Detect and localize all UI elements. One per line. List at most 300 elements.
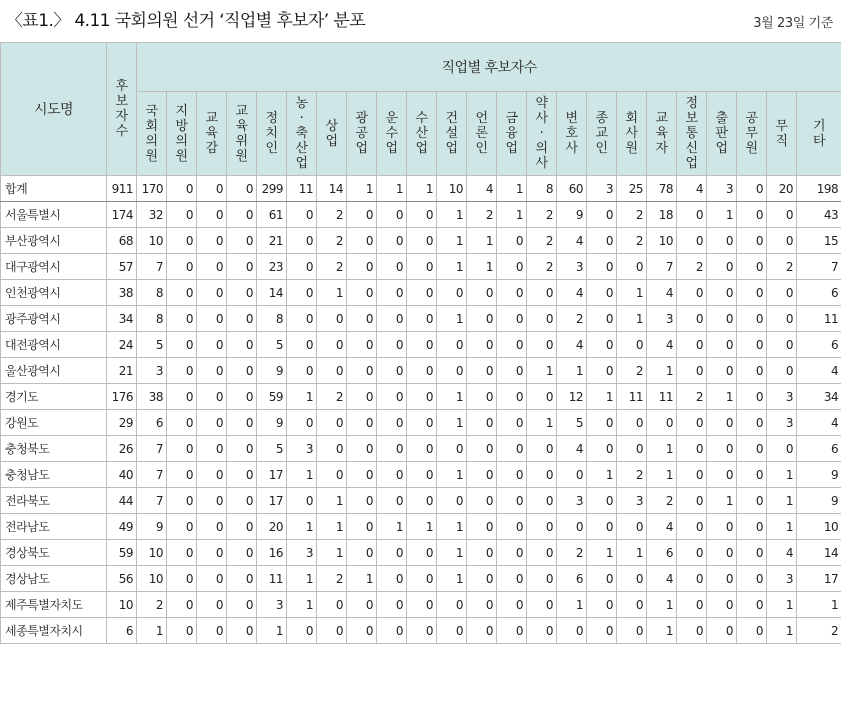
count-cell: 0 — [317, 436, 347, 462]
count-cell: 0 — [467, 488, 497, 514]
count-cell: 1 — [617, 306, 647, 332]
occupation-header — [167, 92, 197, 176]
count-cell: 32 — [137, 202, 167, 228]
count-cell: 1 — [377, 514, 407, 540]
count-cell: 5 — [557, 410, 587, 436]
count-cell: 0 — [197, 488, 227, 514]
count-cell: 0 — [497, 540, 527, 566]
count-cell: 0 — [197, 228, 227, 254]
count-cell: 2 — [317, 228, 347, 254]
count-cell: 0 — [407, 566, 437, 592]
count-cell: 0 — [767, 436, 797, 462]
count-cell: 0 — [167, 306, 197, 332]
count-cell: 0 — [677, 332, 707, 358]
count-cell: 1 — [347, 566, 377, 592]
count-cell: 0 — [407, 592, 437, 618]
region-name: 광주광역시 — [1, 306, 107, 332]
count-cell: 1 — [317, 488, 347, 514]
candidate-total-cell: 26 — [107, 436, 137, 462]
count-cell: 9 — [257, 410, 287, 436]
count-cell: 6 — [557, 566, 587, 592]
count-cell: 60 — [557, 176, 587, 202]
count-cell: 0 — [497, 280, 527, 306]
count-cell: 1 — [437, 540, 467, 566]
count-cell: 0 — [737, 514, 767, 540]
candidates-by-occupation-table — [0, 42, 841, 644]
region-name: 부산광역시 — [1, 228, 107, 254]
count-cell: 0 — [287, 202, 317, 228]
count-cell: 0 — [347, 280, 377, 306]
occupation-header — [647, 92, 677, 176]
count-cell: 0 — [227, 280, 257, 306]
candidate-total-cell: 174 — [107, 202, 137, 228]
candidates-table-container — [0, 42, 841, 644]
candidate-total-cell: 29 — [107, 410, 137, 436]
count-cell: 0 — [767, 202, 797, 228]
count-cell: 0 — [197, 462, 227, 488]
count-cell: 23 — [257, 254, 287, 280]
count-cell: 0 — [467, 592, 497, 618]
count-cell: 0 — [227, 384, 257, 410]
count-cell: 1 — [287, 592, 317, 618]
occupation-label: 상업 — [325, 118, 338, 149]
count-cell: 2 — [527, 254, 557, 280]
total-row — [1, 176, 841, 202]
count-cell: 38 — [137, 384, 167, 410]
count-cell: 0 — [287, 410, 317, 436]
occupation-label: 언론인 — [475, 111, 488, 156]
table-row — [1, 202, 841, 228]
count-cell: 1 — [707, 202, 737, 228]
count-cell: 0 — [707, 436, 737, 462]
count-cell: 1 — [647, 358, 677, 384]
count-cell: 0 — [347, 462, 377, 488]
occupation-header — [707, 92, 737, 176]
table-caption: 〈표1.〉 4.11 국회의원 선거 ‘직업별 후보자’ 분포 — [6, 11, 366, 31]
count-cell: 0 — [707, 306, 737, 332]
count-cell: 0 — [497, 488, 527, 514]
count-cell: 0 — [407, 254, 437, 280]
count-cell: 0 — [587, 306, 617, 332]
count-cell: 0 — [527, 436, 557, 462]
count-cell: 17 — [257, 462, 287, 488]
count-cell: 3 — [137, 358, 167, 384]
count-cell: 0 — [377, 462, 407, 488]
table-row — [1, 566, 841, 592]
count-cell: 0 — [617, 436, 647, 462]
count-cell: 1 — [287, 384, 317, 410]
region-name: 경상북도 — [1, 540, 107, 566]
count-cell: 0 — [287, 254, 317, 280]
count-cell: 0 — [527, 280, 557, 306]
count-cell: 0 — [617, 514, 647, 540]
count-cell: 5 — [137, 332, 167, 358]
occupation-label: 광공업 — [355, 111, 368, 156]
count-cell: 0 — [347, 410, 377, 436]
count-cell: 43 — [797, 202, 841, 228]
region-name: 합계 — [1, 176, 107, 202]
count-cell: 1 — [647, 462, 677, 488]
occupation-label: 종교인 — [595, 111, 608, 156]
count-cell: 1 — [707, 384, 737, 410]
count-cell: 1 — [407, 176, 437, 202]
count-cell: 0 — [587, 566, 617, 592]
table-row — [1, 592, 841, 618]
count-cell: 0 — [227, 436, 257, 462]
count-cell: 0 — [377, 306, 407, 332]
count-cell: 0 — [167, 566, 197, 592]
count-cell: 2 — [617, 462, 647, 488]
count-cell: 0 — [617, 410, 647, 436]
count-cell: 0 — [467, 384, 497, 410]
count-cell: 4 — [467, 176, 497, 202]
occupation-label: 출판업 — [715, 111, 728, 156]
count-cell: 2 — [527, 228, 557, 254]
count-cell: 12 — [557, 384, 587, 410]
count-cell: 4 — [557, 436, 587, 462]
count-cell: 0 — [347, 592, 377, 618]
count-cell: 0 — [527, 540, 557, 566]
count-cell: 0 — [167, 254, 197, 280]
candidate-total-cell: 68 — [107, 228, 137, 254]
count-cell: 0 — [617, 618, 647, 644]
occupation-label: 무직 — [775, 118, 788, 149]
count-cell: 0 — [677, 280, 707, 306]
count-cell: 0 — [377, 358, 407, 384]
occupation-header — [497, 92, 527, 176]
occupation-label: 지방의원 — [175, 103, 188, 164]
count-cell: 2 — [797, 618, 841, 644]
count-cell: 0 — [677, 462, 707, 488]
occupation-header — [347, 92, 377, 176]
region-name: 인천광역시 — [1, 280, 107, 306]
occupation-header — [737, 92, 767, 176]
count-cell: 1 — [347, 176, 377, 202]
occupation-label: 기타 — [813, 118, 826, 149]
count-cell: 0 — [467, 306, 497, 332]
count-cell: 2 — [677, 254, 707, 280]
count-cell: 16 — [257, 540, 287, 566]
count-cell: 0 — [767, 358, 797, 384]
count-cell: 0 — [767, 280, 797, 306]
count-cell: 1 — [437, 228, 467, 254]
count-cell: 0 — [287, 228, 317, 254]
count-cell: 1 — [287, 514, 317, 540]
candidate-total-cell: 10 — [107, 592, 137, 618]
count-cell: 0 — [737, 358, 767, 384]
count-cell: 7 — [137, 488, 167, 514]
count-cell: 0 — [167, 410, 197, 436]
count-cell: 0 — [167, 592, 197, 618]
count-cell: 0 — [287, 358, 317, 384]
count-cell: 1 — [647, 618, 677, 644]
count-cell: 0 — [227, 202, 257, 228]
count-cell: 0 — [287, 618, 317, 644]
count-cell: 1 — [437, 462, 467, 488]
count-cell: 299 — [257, 176, 287, 202]
count-cell: 0 — [437, 332, 467, 358]
count-cell: 0 — [377, 410, 407, 436]
count-cell: 0 — [227, 228, 257, 254]
count-cell: 1 — [527, 358, 557, 384]
count-cell: 0 — [467, 462, 497, 488]
count-cell: 0 — [317, 618, 347, 644]
count-cell: 0 — [407, 384, 437, 410]
count-cell: 0 — [587, 332, 617, 358]
count-cell: 0 — [737, 462, 767, 488]
count-cell: 0 — [227, 540, 257, 566]
count-cell: 1 — [617, 280, 647, 306]
count-cell: 0 — [227, 514, 257, 540]
count-cell: 15 — [797, 228, 841, 254]
count-cell: 0 — [497, 384, 527, 410]
count-cell: 198 — [797, 176, 841, 202]
count-cell: 7 — [137, 254, 167, 280]
occupation-label: 금융업 — [505, 111, 518, 156]
count-cell: 0 — [467, 410, 497, 436]
count-cell: 3 — [587, 176, 617, 202]
count-cell: 5 — [257, 436, 287, 462]
count-cell: 0 — [557, 618, 587, 644]
count-cell: 2 — [767, 254, 797, 280]
count-cell: 4 — [677, 176, 707, 202]
count-cell: 18 — [647, 202, 677, 228]
occupation-header — [527, 92, 557, 176]
count-cell: 0 — [767, 332, 797, 358]
count-cell: 0 — [377, 280, 407, 306]
occupation-header — [407, 92, 437, 176]
count-cell: 0 — [557, 462, 587, 488]
count-cell: 0 — [527, 592, 557, 618]
count-cell: 2 — [617, 202, 647, 228]
count-cell: 0 — [497, 410, 527, 436]
count-cell: 0 — [767, 306, 797, 332]
count-cell: 3 — [767, 384, 797, 410]
count-cell: 0 — [497, 306, 527, 332]
count-cell: 0 — [497, 566, 527, 592]
count-cell: 0 — [317, 410, 347, 436]
count-cell: 0 — [287, 280, 317, 306]
count-cell: 6 — [647, 540, 677, 566]
count-cell: 0 — [377, 254, 407, 280]
count-cell: 0 — [677, 488, 707, 514]
count-cell: 0 — [467, 618, 497, 644]
count-cell: 10 — [437, 176, 467, 202]
count-cell: 0 — [587, 358, 617, 384]
region-name: 제주특별자치도 — [1, 592, 107, 618]
table-row — [1, 514, 841, 540]
count-cell: 1 — [587, 384, 617, 410]
region-name: 전라북도 — [1, 488, 107, 514]
count-cell: 0 — [227, 306, 257, 332]
count-cell: 4 — [647, 280, 677, 306]
count-cell: 9 — [557, 202, 587, 228]
occupation-label: 공무원 — [745, 111, 758, 156]
count-cell: 10 — [797, 514, 841, 540]
count-cell: 2 — [617, 358, 647, 384]
count-cell: 0 — [377, 592, 407, 618]
occupation-label: 교육자 — [655, 111, 668, 156]
occupation-label: 농·축산업 — [295, 96, 308, 171]
count-cell: 0 — [197, 358, 227, 384]
count-cell: 0 — [587, 618, 617, 644]
count-cell: 11 — [647, 384, 677, 410]
candidate-total-cell: 34 — [107, 306, 137, 332]
candidate-total-cell: 6 — [107, 618, 137, 644]
count-cell: 1 — [377, 176, 407, 202]
count-cell: 0 — [497, 358, 527, 384]
occupation-label: 교육감 — [205, 111, 218, 156]
count-cell: 11 — [617, 384, 647, 410]
count-cell: 0 — [167, 540, 197, 566]
count-cell: 0 — [317, 306, 347, 332]
count-cell: 0 — [737, 618, 767, 644]
count-cell: 20 — [767, 176, 797, 202]
count-cell: 0 — [707, 228, 737, 254]
count-cell: 4 — [767, 540, 797, 566]
count-cell: 0 — [497, 332, 527, 358]
count-cell: 0 — [167, 228, 197, 254]
region-name: 경기도 — [1, 384, 107, 410]
count-cell: 3 — [617, 488, 647, 514]
occupation-label: 정보통신업 — [685, 96, 698, 171]
count-cell: 0 — [227, 488, 257, 514]
count-cell: 1 — [767, 592, 797, 618]
count-cell: 17 — [257, 488, 287, 514]
region-name: 충청북도 — [1, 436, 107, 462]
count-cell: 0 — [527, 462, 557, 488]
count-cell: 0 — [227, 176, 257, 202]
count-cell: 0 — [677, 592, 707, 618]
count-cell: 0 — [167, 462, 197, 488]
count-cell: 1 — [437, 514, 467, 540]
count-cell: 1 — [287, 462, 317, 488]
count-cell: 0 — [587, 228, 617, 254]
count-cell: 0 — [407, 436, 437, 462]
count-cell: 1 — [797, 592, 841, 618]
count-cell: 0 — [317, 462, 347, 488]
count-cell: 0 — [527, 488, 557, 514]
count-cell: 0 — [707, 280, 737, 306]
candidate-total-cell: 24 — [107, 332, 137, 358]
candidate-total-cell: 176 — [107, 384, 137, 410]
count-cell: 4 — [557, 280, 587, 306]
count-cell: 0 — [497, 254, 527, 280]
occupation-header — [437, 92, 467, 176]
count-cell: 3 — [557, 488, 587, 514]
count-cell: 0 — [497, 228, 527, 254]
occupation-header — [137, 92, 167, 176]
count-cell: 0 — [677, 202, 707, 228]
candidate-total-cell: 56 — [107, 566, 137, 592]
count-cell: 0 — [347, 332, 377, 358]
count-cell: 0 — [287, 332, 317, 358]
count-cell: 59 — [257, 384, 287, 410]
count-cell: 0 — [677, 618, 707, 644]
count-cell: 0 — [407, 540, 437, 566]
count-cell: 0 — [707, 540, 737, 566]
table-row — [1, 280, 841, 306]
count-cell: 0 — [227, 566, 257, 592]
count-cell: 4 — [797, 358, 841, 384]
count-cell: 0 — [167, 332, 197, 358]
count-cell: 4 — [647, 332, 677, 358]
count-cell: 3 — [707, 176, 737, 202]
candidate-total-cell: 21 — [107, 358, 137, 384]
count-cell: 0 — [737, 176, 767, 202]
count-cell: 2 — [317, 254, 347, 280]
count-cell: 3 — [557, 254, 587, 280]
candidate-total-cell: 40 — [107, 462, 137, 488]
count-cell: 1 — [437, 306, 467, 332]
count-cell: 0 — [167, 280, 197, 306]
count-cell: 0 — [467, 332, 497, 358]
count-cell: 0 — [437, 592, 467, 618]
count-cell: 1 — [497, 176, 527, 202]
count-cell: 3 — [767, 410, 797, 436]
count-cell: 0 — [767, 228, 797, 254]
count-cell: 0 — [737, 254, 767, 280]
occupation-label: 국회의원 — [145, 103, 158, 164]
count-cell: 0 — [197, 592, 227, 618]
count-cell: 34 — [797, 384, 841, 410]
count-cell: 1 — [647, 436, 677, 462]
count-cell: 0 — [707, 514, 737, 540]
count-cell: 2 — [617, 228, 647, 254]
count-cell: 0 — [227, 410, 257, 436]
count-cell: 0 — [587, 592, 617, 618]
count-cell: 1 — [287, 566, 317, 592]
count-cell: 0 — [527, 514, 557, 540]
count-cell: 8 — [137, 306, 167, 332]
count-cell: 0 — [347, 228, 377, 254]
count-cell: 3 — [287, 540, 317, 566]
count-cell: 0 — [707, 592, 737, 618]
count-cell: 1 — [647, 592, 677, 618]
count-cell: 0 — [377, 228, 407, 254]
count-cell: 0 — [317, 332, 347, 358]
count-cell: 0 — [347, 618, 377, 644]
occupation-group-header: 직업별 후보자수 — [137, 43, 841, 92]
occupation-header — [617, 92, 647, 176]
count-cell: 0 — [527, 332, 557, 358]
count-cell: 9 — [257, 358, 287, 384]
count-cell: 0 — [377, 332, 407, 358]
count-cell: 2 — [557, 540, 587, 566]
count-cell: 0 — [557, 514, 587, 540]
count-cell: 1 — [407, 514, 437, 540]
count-cell: 2 — [557, 306, 587, 332]
table-row — [1, 618, 841, 644]
occupation-header — [797, 92, 841, 176]
count-cell: 0 — [197, 280, 227, 306]
count-cell: 0 — [407, 332, 437, 358]
count-cell: 0 — [677, 436, 707, 462]
count-cell: 0 — [347, 514, 377, 540]
table-row — [1, 332, 841, 358]
count-cell: 0 — [527, 384, 557, 410]
count-cell: 3 — [257, 592, 287, 618]
count-cell: 0 — [377, 540, 407, 566]
count-cell: 0 — [437, 280, 467, 306]
table-row — [1, 540, 841, 566]
occupation-header — [557, 92, 587, 176]
count-cell: 0 — [347, 540, 377, 566]
count-cell: 0 — [197, 254, 227, 280]
count-cell: 0 — [197, 618, 227, 644]
table-row — [1, 488, 841, 514]
count-cell: 1 — [557, 358, 587, 384]
